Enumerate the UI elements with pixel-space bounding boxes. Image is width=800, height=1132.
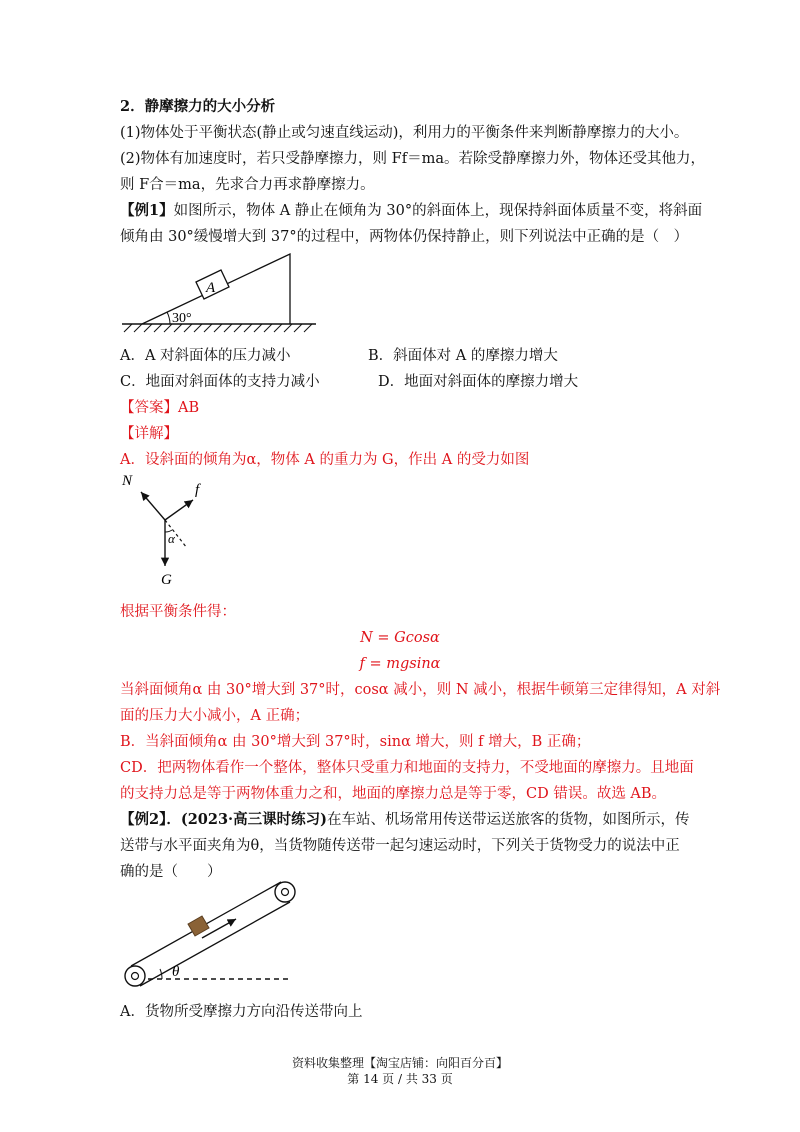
equation-normal-force: N = Gcosα <box>360 630 440 646</box>
conveyor-figure <box>120 876 300 994</box>
example1-q1: 如图所示，物体 A 静止在倾角为 30°的斜面体上，现保持斜面体质量不变，将斜面 <box>173 203 703 219</box>
example1-solution-6: CD．把两物体看作一个整体，整体只受重力和地面的支持力，不受地面的摩擦力。且地面 <box>120 760 694 776</box>
example1-q2: 倾角由 30°缓慢增大到 37°的过程中，两物体仍保持静止，则下列说法中正确的是（ ） <box>120 229 689 245</box>
incline-figure <box>120 248 320 338</box>
footer-source: 资料收集整理【淘宝店铺：向阳百分百】 <box>291 1056 508 1070</box>
example1-answer: 【答案】AB <box>120 400 200 416</box>
section-title: 2．静摩擦力的大小分析 <box>120 98 276 115</box>
force-g-label: G <box>161 572 172 588</box>
example1-question-line1 <box>120 200 702 222</box>
example1-solution-4: 面的压力大小减小，A 正确； <box>120 708 310 724</box>
example1-solution-2: 根据平衡条件得： <box>120 604 236 620</box>
example2-q1: 在车站、机场常用传送带运送旅客的货物，如图所示，传 <box>326 812 690 828</box>
force-diagram <box>115 470 215 590</box>
example1-detail-heading: 【详解】 <box>120 426 178 442</box>
paragraph-1: (1)物体处于平衡状态(静止或匀速直线运动)，利用力的平衡条件来判断静摩擦力的大小。 <box>120 125 689 141</box>
conveyor-angle-label: θ <box>172 964 180 980</box>
example2-q3: 确的是（ ） <box>120 864 222 880</box>
force-n-label: N <box>122 473 133 489</box>
example2-option-a: A．货物所受摩擦力方向沿传送带向上 <box>120 1004 363 1020</box>
force-f-label: f <box>195 482 200 498</box>
example1-solution-3: 当斜面倾角α 由 30°增大到 37°时，cosα 减小，则 N 减小，根据牛顿第三定律得知，A 对斜 <box>120 682 721 698</box>
example1-solution-1: A．设斜面的倾角为α，物体 A 的重力为 G，作出 A 的受力如图 <box>120 452 530 468</box>
equation-friction: f = mgsinα <box>359 656 441 672</box>
example1-option-a: A．A 对斜面体的压力减小 <box>120 348 291 364</box>
example2-q2: 送带与水平面夹角为θ，当货物随传送带一起匀速运动时，下列关于货物受力的说法中正 <box>120 838 680 854</box>
example1-solution-7: 的支持力总是等于两物体重力之和，地面的摩擦力总是等于零，CD 错误。故选 AB。 <box>120 786 667 802</box>
example2-tag: 【例2】．(2023·高三课时练习) <box>120 811 327 828</box>
incline-block-label: A <box>206 280 216 296</box>
example1-tag: 【例1】 <box>120 202 174 219</box>
example1-option-b: B．斜面体对 A 的摩擦力增大 <box>368 348 558 364</box>
paragraph-2: (2)物体有加速度时，若只受静摩擦力，则 Ff＝ma。若除受静摩擦力外，物体还受其他力， <box>120 151 705 167</box>
example1-option-c: C．地面对斜面体的支持力减小 <box>120 374 320 390</box>
footer-page-number: 第 14 页 / 共 33 页 <box>347 1072 453 1086</box>
force-alpha-label: α <box>168 531 175 546</box>
example1-option-d: D．地面对斜面体的摩擦力增大 <box>378 374 579 390</box>
example1-solution-5: B．当斜面倾角α 由 30°增大到 37°时，sinα 增大，则 f 增大，B 正确； <box>120 734 591 750</box>
incline-angle-label: 30° <box>172 311 192 326</box>
paragraph-3: 则 F合＝ma，先求合力再求静摩擦力。 <box>120 177 375 193</box>
example2-question-line1 <box>120 809 689 831</box>
